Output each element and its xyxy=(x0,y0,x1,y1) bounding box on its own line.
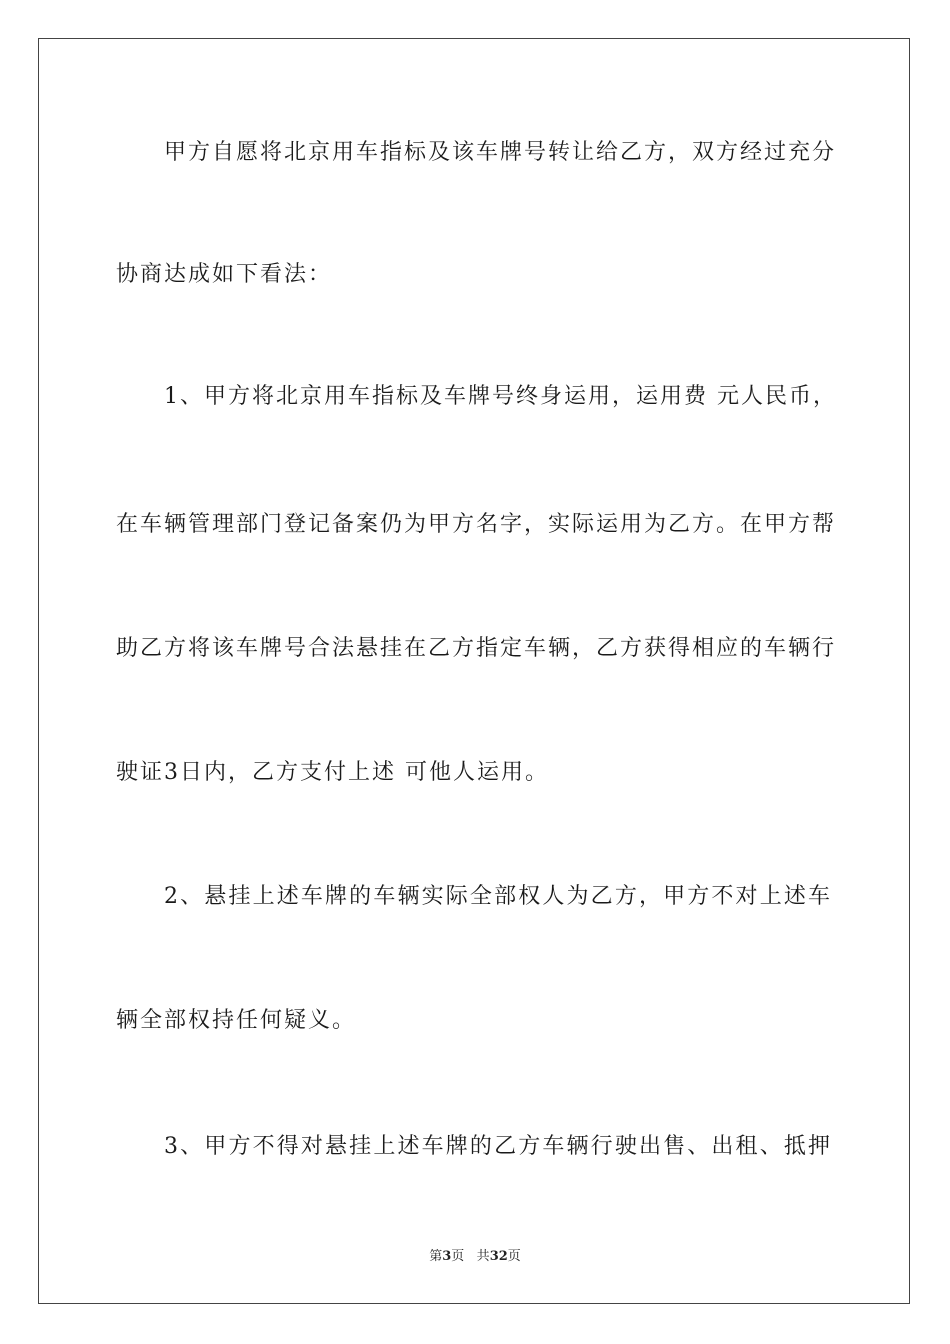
paragraph-line: 1、甲方将北京用车指标及车牌号终身运用，运用费 元人民币， xyxy=(164,384,837,409)
total-pages: 32 xyxy=(489,1249,508,1264)
total-prefix: 共 xyxy=(476,1249,490,1264)
total-suffix: 页 xyxy=(507,1249,521,1264)
paragraph-line: 2、悬挂上述车牌的车辆实际全部权人为乙方，甲方不对上述车 xyxy=(164,884,832,909)
page-number: 3 xyxy=(442,1249,452,1264)
paragraph-line: 辆全部权持任何疑义。 xyxy=(116,1008,357,1033)
paragraph-line: 驶证3日内，乙方支付上述 可他人运用。 xyxy=(116,760,549,785)
paragraph-line: 助乙方将该车牌号合法悬挂在乙方指定车辆，乙方获得相应的车辆行 xyxy=(116,636,837,661)
page-prefix: 第 xyxy=(429,1249,443,1264)
page-suffix: 页 xyxy=(451,1249,465,1264)
paragraph-line: 3、甲方不得对悬挂上述车牌的乙方车辆行驶出售、出租、抵押 xyxy=(164,1134,832,1159)
paragraph-line: 协商达成如下看法： xyxy=(116,262,333,287)
paragraph-line: 甲方自愿将北京用车指标及该车牌号转让给乙方，双方经过充分 xyxy=(164,140,837,165)
page-footer xyxy=(0,1248,950,1266)
paragraph-line: 在车辆管理部门登记备案仍为甲方名字，实际运用为乙方。在甲方帮 xyxy=(116,512,837,537)
page-border xyxy=(38,38,910,1304)
